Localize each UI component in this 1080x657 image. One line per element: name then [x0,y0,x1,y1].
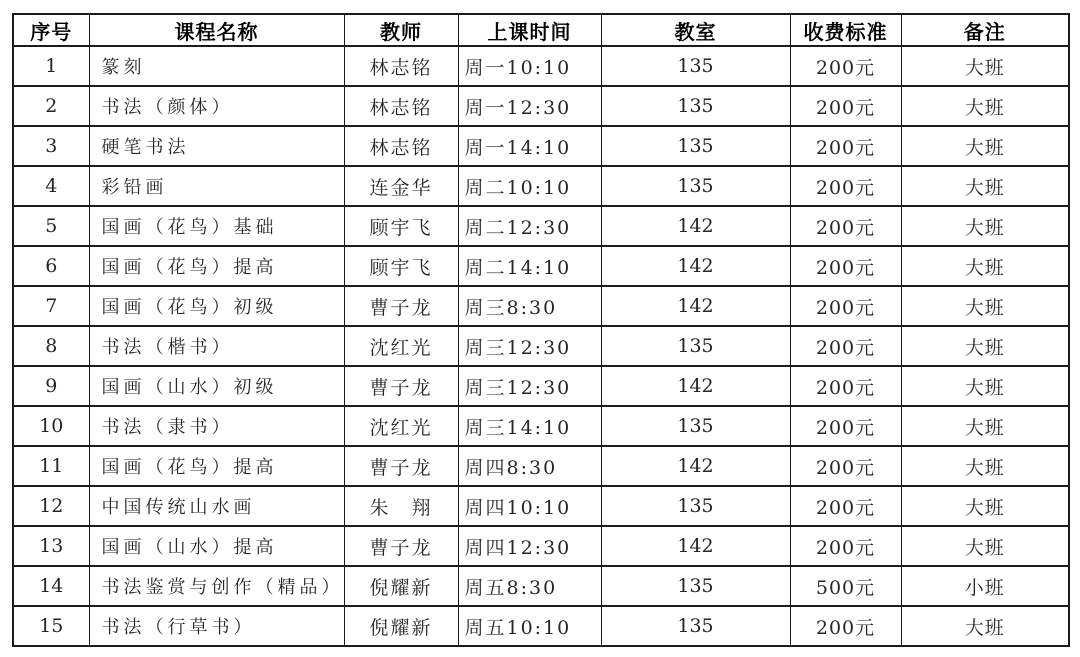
cell-course-name: 国画（花鸟）提高 [89,446,344,486]
cell-teacher: 连金华 [344,166,458,206]
cell-course-name: 书法（隶书） [89,406,344,446]
cell-classroom: 135 [601,166,790,206]
cell-remark: 大班 [901,366,1069,406]
cell-seq: 8 [13,326,89,366]
table-row [13,566,1069,606]
cell-seq: 3 [13,126,89,166]
cell-fee: 200元 [790,166,901,206]
cell-course-name: 国画（山水）初级 [89,366,344,406]
cell-seq: 11 [13,446,89,486]
cell-remark: 大班 [901,166,1069,206]
cell-remark: 大班 [901,326,1069,366]
cell-remark: 大班 [901,246,1069,286]
table-row [13,86,1069,126]
column-header-0: 序号 [13,14,89,46]
cell-seq: 15 [13,606,89,646]
cell-fee: 200元 [790,326,901,366]
cell-course-name: 硬笔书法 [89,126,344,166]
cell-teacher: 曹子龙 [344,526,458,566]
cell-seq: 1 [13,46,89,86]
cell-course-name: 国画（花鸟）提高 [89,246,344,286]
cell-course-name: 国画（山水）提高 [89,526,344,566]
column-header-2: 教师 [344,14,458,46]
cell-class-time: 周四8:30 [458,446,601,486]
cell-teacher: 沈红光 [344,406,458,446]
column-header-5: 收费标准 [790,14,901,46]
cell-class-time: 周一10:10 [458,46,601,86]
table-row [13,286,1069,326]
column-header-4: 教室 [601,14,790,46]
cell-classroom: 135 [601,326,790,366]
cell-remark: 大班 [901,46,1069,86]
column-header-1: 课程名称 [89,14,344,46]
cell-classroom: 135 [601,486,790,526]
cell-fee: 200元 [790,86,901,126]
cell-class-time: 周二12:30 [458,206,601,246]
cell-course-name: 书法（楷书） [89,326,344,366]
cell-seq: 14 [13,566,89,606]
column-header-6: 备注 [901,14,1069,46]
cell-class-time: 周三14:10 [458,406,601,446]
cell-classroom: 142 [601,206,790,246]
cell-fee: 200元 [790,46,901,86]
table-row [13,326,1069,366]
table-row [13,486,1069,526]
table-row [13,46,1069,86]
cell-seq: 2 [13,86,89,126]
table-row [13,406,1069,446]
cell-seq: 9 [13,366,89,406]
cell-remark: 大班 [901,86,1069,126]
cell-teacher: 倪耀新 [344,566,458,606]
column-header-3: 上课时间 [458,14,601,46]
cell-seq: 13 [13,526,89,566]
cell-classroom: 142 [601,366,790,406]
cell-course-name: 书法（颜体） [89,86,344,126]
cell-course-name: 国画（花鸟）初级 [89,286,344,326]
table-row [13,206,1069,246]
cell-classroom: 135 [601,126,790,166]
cell-class-time: 周四12:30 [458,526,601,566]
cell-course-name: 彩铅画 [89,166,344,206]
cell-class-time: 周三8:30 [458,286,601,326]
table-row [13,446,1069,486]
cell-classroom: 142 [601,286,790,326]
cell-fee: 200元 [790,366,901,406]
cell-remark: 大班 [901,446,1069,486]
cell-seq: 6 [13,246,89,286]
cell-classroom: 135 [601,566,790,606]
cell-classroom: 142 [601,526,790,566]
cell-teacher: 沈红光 [344,326,458,366]
cell-class-time: 周二14:10 [458,246,601,286]
table-row [13,526,1069,566]
cell-teacher: 林志铭 [344,86,458,126]
table-row [13,166,1069,206]
table-row [13,126,1069,166]
table-row [13,246,1069,286]
cell-fee: 200元 [790,606,901,646]
cell-class-time: 周三12:30 [458,326,601,366]
cell-seq: 10 [13,406,89,446]
cell-fee: 200元 [790,526,901,566]
cell-teacher: 林志铭 [344,46,458,86]
cell-remark: 大班 [901,206,1069,246]
table-row [13,366,1069,406]
cell-fee: 200元 [790,446,901,486]
cell-class-time: 周四10:10 [458,486,601,526]
cell-fee: 500元 [790,566,901,606]
cell-course-name: 国画（花鸟）基础 [89,206,344,246]
cell-teacher: 顾宇飞 [344,206,458,246]
cell-remark: 大班 [901,126,1069,166]
cell-fee: 200元 [790,286,901,326]
cell-teacher: 曹子龙 [344,366,458,406]
cell-remark: 大班 [901,606,1069,646]
cell-classroom: 142 [601,446,790,486]
cell-course-name: 书法（行草书） [89,606,344,646]
cell-fee: 200元 [790,206,901,246]
cell-class-time: 周五8:30 [458,566,601,606]
cell-class-time: 周一12:30 [458,86,601,126]
cell-class-time: 周二10:10 [458,166,601,206]
cell-classroom: 142 [601,246,790,286]
cell-classroom: 135 [601,606,790,646]
cell-teacher: 林志铭 [344,126,458,166]
cell-fee: 200元 [790,126,901,166]
cell-course-name: 书法鉴赏与创作（精品） [89,566,344,606]
course-schedule-table [12,13,1070,647]
cell-fee: 200元 [790,246,901,286]
cell-course-name: 篆刻 [89,46,344,86]
cell-seq: 5 [13,206,89,246]
cell-class-time: 周一14:10 [458,126,601,166]
cell-classroom: 135 [601,406,790,446]
cell-classroom: 135 [601,46,790,86]
cell-remark: 大班 [901,486,1069,526]
cell-class-time: 周三12:30 [458,366,601,406]
cell-course-name: 中国传统山水画 [89,486,344,526]
cell-remark: 大班 [901,286,1069,326]
cell-fee: 200元 [790,406,901,446]
cell-seq: 7 [13,286,89,326]
cell-teacher: 曹子龙 [344,446,458,486]
cell-teacher: 倪耀新 [344,606,458,646]
cell-class-time: 周五10:10 [458,606,601,646]
cell-teacher: 顾宇飞 [344,246,458,286]
cell-fee: 200元 [790,486,901,526]
cell-remark: 大班 [901,406,1069,446]
cell-classroom: 135 [601,86,790,126]
cell-remark: 小班 [901,566,1069,606]
cell-seq: 4 [13,166,89,206]
cell-seq: 12 [13,486,89,526]
header-row [13,14,1069,46]
cell-teacher: 曹子龙 [344,286,458,326]
table-row [13,606,1069,646]
cell-teacher: 朱 翔 [344,486,458,526]
cell-remark: 大班 [901,526,1069,566]
